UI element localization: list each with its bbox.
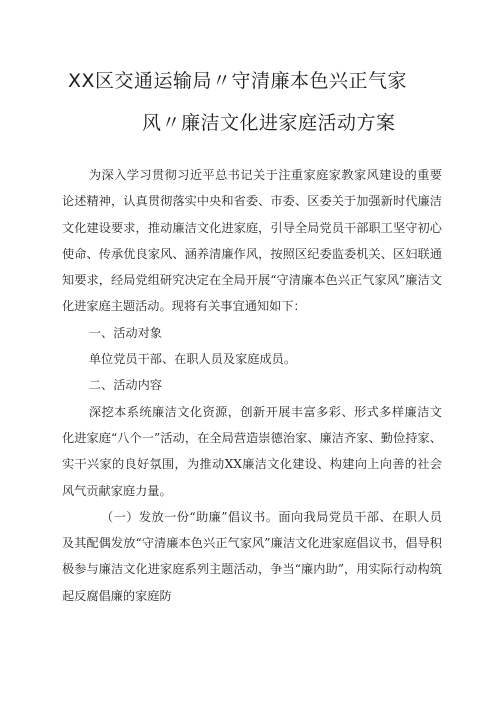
item-one-paragraph: （一）发放一份“助廉”倡议书。面向我局党员干部、在职人员及其配偶发放“守清廉本色兴正气家风”廉洁文化进家庭倡议书，倡导积极参与廉洁文化进家庭系列主题活动，争当“廉内助”，用实际行动构筑起反腐倡廉的家庭防 <box>62 509 442 603</box>
document-title-line-1: XX区交通运输局〃守清廉本色兴正气家 <box>68 70 408 92</box>
section-heading-activity-target: 一、活动对象 <box>88 325 162 340</box>
document-body <box>62 162 442 609</box>
intro-paragraph: 为深入学习贯彻习近平总书记关于注重家庭家教家风建设的重要论述精神，认真贯彻落实中央和省委、市委、区委关于加强新时代廉洁文化建设要求，推动廉洁文化进家庭，引导全局党员干部职工坚守初心使命、传承优良家风、涵养清廉作风，按照区纪委监委机关、区妇联通知要求，经局党组研究决定在全局开展“守清廉本色兴正气家风”廉洁文化进家庭主题活动。现将有关事宜通知如下： <box>62 168 442 314</box>
activity-content-paragraph: 深挖本系统廉洁文化资源，创新开展丰富多彩、形式多样廉洁文化进家庭“八个一”活动，在全局营造崇德治家、廉洁齐家、勤俭持家、实干兴家的良好氛围，为推动XX廉洁文化建设、构建向上向善的社会风气贡献家庭力量。 <box>62 404 442 498</box>
activity-target-paragraph: 单位党员干部、在职人员及家庭成员。 <box>88 352 297 367</box>
document-title-line-2: 风〃廉洁文化进家庭活动方案 <box>142 112 396 134</box>
section-heading-activity-content: 二、活动内容 <box>88 378 162 393</box>
